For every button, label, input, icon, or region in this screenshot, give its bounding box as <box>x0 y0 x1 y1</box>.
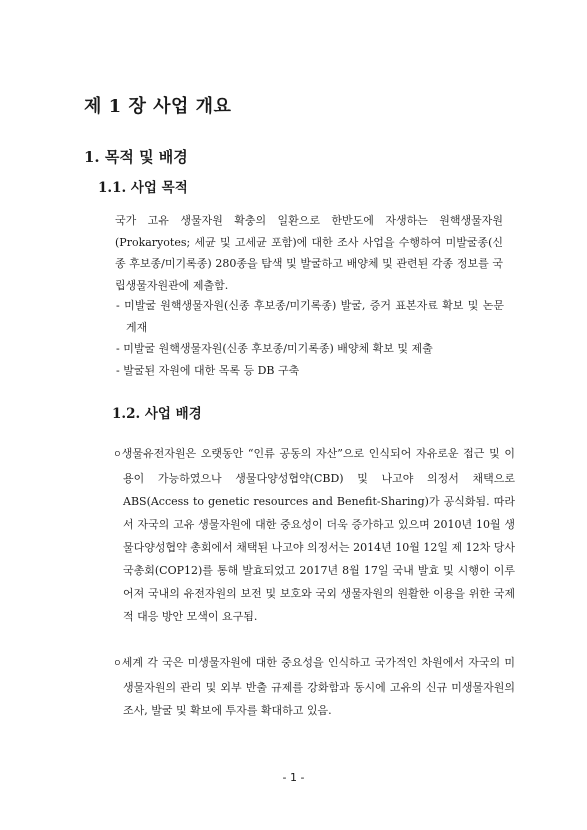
page-number: - 1 - <box>282 771 305 784</box>
background-paragraph-text: 생물유전자원은 오랫동안 “인류 공동의 자산”으로 인식되어 자유로운 접근 및 이용이 가능하였으나 생물다양성협약(CBD) 및 나고야 의정서 채택으로 ABS(Access to genetic resources and Benefit-Sharing)가 공식화됨. 따라서 자국의 고유 생물자원에 대한 중요성이 더욱 증가하고 있으며 2010년 10월 생물다양성협약 총회에서 채택된 나고야 의정서는 2014년 10월 12일 제 12차 당사국총회(COP12)를 통해 발효되었고 2017년 8월 17일 국내 발효 및 시행이 이루어져 국내의 유전자원의 보전 및 보호와 국외 생물자원의 원활한 이용을 위한 국제적 대응 방안 모색이 요구됨. <box>121 447 515 623</box>
purpose-bullet-text: 발굴된 자원에 대한 목록 등 DB 구축 <box>123 363 300 377</box>
background-paragraph-text: 세계 각 국은 미생물자원에 대한 중요성을 인식하고 국가적인 차원에서 자국의 미생물자원의 관리 및 외부 반출 규제를 강화함과 동시에 고유의 신규 미생물자원의 조사, 발굴 및 확보에 투자를 확대하고 있음. <box>121 656 515 717</box>
purpose-paragraph: 국가 고유 생물자원 확충의 일환으로 한반도에 자생하는 원핵생물자원(Prokaryotes; 세균 및 고세균 포함)에 대한 조사 사업을 수행하여 미발굴종(신종 후보종/미기록종) 280종을 탐색 및 발굴하고 배양체 및 관련된 각종 정보를 국립생물자원관에 제출함. <box>115 214 503 292</box>
subsection-title-purpose: 1.1. 사업 목적 <box>98 180 188 196</box>
circle-bullet-icon: ㅇ <box>113 659 122 669</box>
subsection-title-background: 1.2. 사업 배경 <box>112 406 202 422</box>
purpose-bullet-list <box>116 295 504 381</box>
purpose-bullet-item: - 발굴된 자원에 대한 목록 등 DB 구축 <box>116 363 300 377</box>
purpose-bullet-item: - 미발굴 원핵생물자원(신종 후보종/미기록종) 발굴, 증거 표본자료 확보 및 논문 게재 <box>116 299 504 334</box>
background-paragraph <box>113 442 515 628</box>
purpose-bullet-text: 미발굴 원핵생물자원(신종 후보종/미기록종) 발굴, 증거 표본자료 확보 및 논문 게재 <box>124 299 504 334</box>
purpose-bullet-item: - 미발굴 원핵생물자원(신종 후보종/미기록종) 배양체 확보 및 제출 <box>116 342 433 355</box>
chapter-title: 제 1 장 사업 개요 <box>84 96 232 117</box>
section-title: 1. 목적 및 배경 <box>84 148 188 166</box>
purpose-bullet-text: 미발굴 원핵생물자원(신종 후보종/미기록종) 배양체 확보 및 제출 <box>123 342 433 355</box>
circle-bullet-icon: ㅇ <box>113 450 122 460</box>
background-paragraph <box>113 651 515 722</box>
